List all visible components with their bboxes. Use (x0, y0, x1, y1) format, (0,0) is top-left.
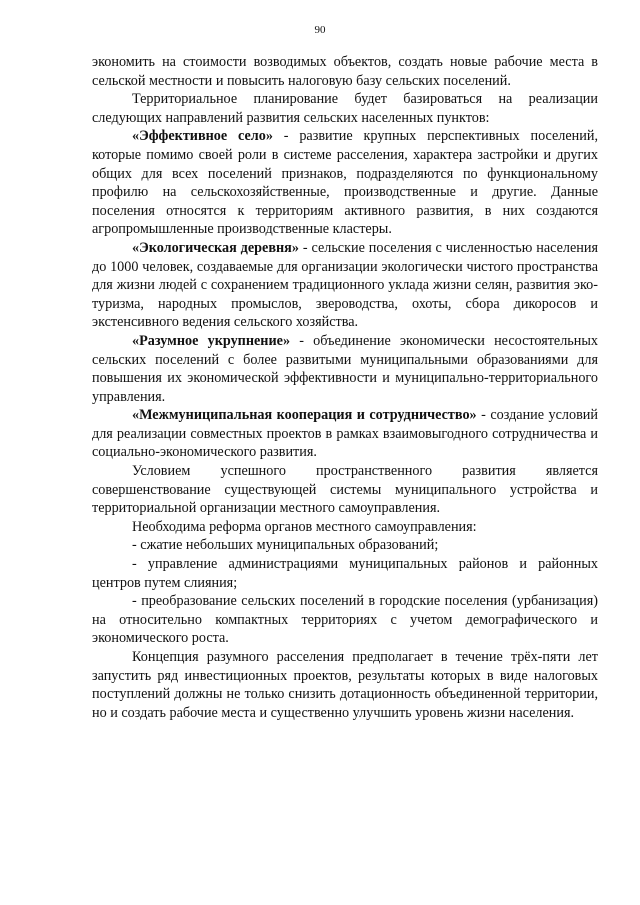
paragraph-eco-village (92, 239, 598, 332)
paragraph-concept: Концепция разумного расселения предполагает в течение трёх-пяти лет запустить ряд инвестиционных проектов, результаты которых в виде налоговых поступлений должны не только снизить дотационность объединенной территории, но и создать рабочие места и существенно улучшить уровень жизни населения. (92, 649, 598, 721)
definition-effective-village: - развитие крупных перспективных поселений, которые помимо своей роли в системе расселения, характера застройки и других общих для всех поселений признаков, подразделяются по функциональному профилю на сельскохозяйственные, производственные и другие. Данные поселения относятся к территориям активного развития, в них создаются агропромышленные производственные кластеры. (92, 128, 598, 238)
page-body (92, 53, 598, 722)
paragraph-reform: Необходима реформа органов местного самоуправления: (132, 518, 477, 535)
term-effective-village: «Эффективное село» (132, 128, 273, 145)
definition-eco-village: - сельские поселения с численностью населения до 1000 человек, создаваемые для организации экологически чистого пространства для жизни людей с сохранением традиционного уклада жизни селян, развития эко-туризма, народных промыслов, звероводства, охоты, сбора дикоросов и экстенсивного ведения сельского хозяйства. (92, 239, 598, 331)
paragraph-reasonable-consolidation (92, 332, 598, 406)
list-item-compression: - сжатие небольших муниципальных образований; (132, 537, 439, 554)
paragraph-intro-continuation: экономить на стоимости возводимых объектов, создать новые рабочие места в сельской местности и повысить налоговую базу сельских поселений. (92, 54, 598, 89)
list-item-transformation: - преобразование сельских поселений в городские поселения (урбанизация) на относительно компактных территориях с учетом демографического и экономического роста. (92, 593, 598, 647)
term-reasonable-consolidation: «Разумное укрупнение» (132, 332, 291, 349)
list-item-management: - управление администрациями муниципальных районов и районных центров путем слияния; (92, 556, 598, 591)
page-number: 90 (314, 24, 326, 36)
definition-reasonable-consolidation: - объединение экономически несостоятельных сельских поселений с более развитыми муниципальными образованиями для повышения их экономической эффективности и муниципально-территориального управления. (92, 332, 598, 405)
paragraph-effective-village (92, 127, 598, 239)
term-eco-village: «Экологическая деревня» (132, 239, 299, 256)
term-intermunicipal-cooperation: «Межмуниципальная кооперация и сотрудничество» (132, 407, 477, 424)
paragraph-planning: Территориальное планирование будет базироваться на реализации следующих направлений развития сельских населенных пунктов: (92, 91, 598, 126)
paragraph-intermunicipal-cooperation (92, 406, 598, 462)
paragraph-spatial-development: Условием успешного пространственного развития является совершенствование существующей системы муниципального устройства и территориальной организации местного самоуправления. (92, 463, 598, 517)
definition-intermunicipal-cooperation: - создание условий для реализации совместных проектов в рамках взаимовыгодного сотрудничества и социально-экономического развития. (92, 407, 598, 461)
